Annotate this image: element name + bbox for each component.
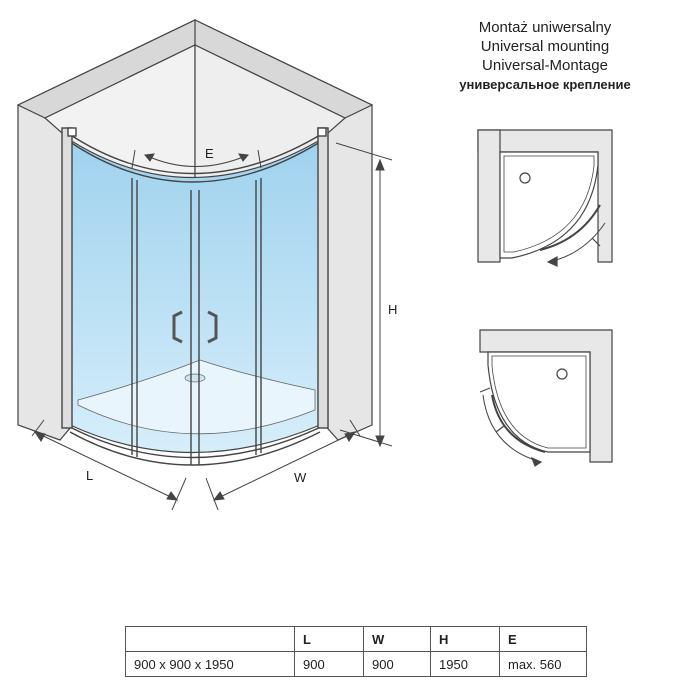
drain-icon [520,173,530,183]
dimension-w-label: W [294,470,307,485]
top-view-left-mounting [480,330,612,466]
table-header-cell: L [295,627,364,652]
drain-icon-2 [557,369,567,379]
dimensions-table [125,626,587,677]
table-header-row [126,627,587,652]
title-german: Universal-Montage [482,57,608,74]
table-header-cell: E [500,627,587,652]
table-cell: 1950 [431,652,500,677]
title-russian: универсальное крепление [459,77,631,92]
mounting-titles [440,18,650,94]
dimension-e-label: E [205,146,214,161]
table-header-cell [126,627,295,652]
table-header-cell: H [431,627,500,652]
table-cell: 900 [364,652,431,677]
table-cell: 900 [295,652,364,677]
glass-panels [70,140,320,453]
dimension-l-label: L [86,468,94,483]
table-row [126,652,587,677]
dimension-h-label: H [388,302,398,317]
title-english: Universal mounting [480,38,610,55]
table-cell: max. 560 [500,652,587,677]
table-header-cell: W [364,627,431,652]
table-cell: 900 x 900 x 1950 [126,652,295,677]
top-view-right-mounting [478,130,612,266]
drain [185,374,205,382]
title-polish: Montaż uniwersalny [478,19,612,36]
